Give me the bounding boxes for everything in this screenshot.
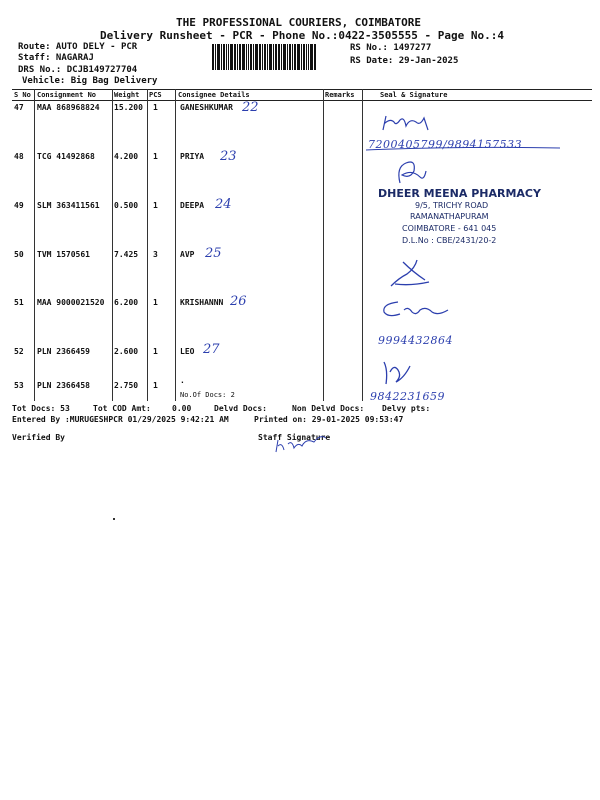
stamp-address-3: COIMBATORE - 641 045 (402, 224, 497, 233)
signature-row48 (392, 157, 432, 187)
row-sno: 50 (14, 250, 24, 259)
row-pcs: 1 (153, 298, 158, 307)
signature-underline (364, 142, 564, 152)
rs-date: RS Date: 29-Jan-2025 (350, 56, 459, 66)
row-consignee: KRISHANNN (180, 298, 224, 307)
non-delivered-docs: Non Delvd Docs: (292, 404, 365, 413)
staff-label: Staff: NAGARAJ (18, 53, 94, 63)
delivery-points: Delvy pts: (382, 404, 431, 413)
rs-number: RS No.: 1497277 (350, 43, 432, 53)
stamp-name: DHEER MEENA PHARMACY (378, 187, 541, 200)
total-cod-value: 0.00 (172, 404, 192, 413)
row-consignment: TVM 1570561 (37, 250, 90, 259)
col-divider (147, 89, 148, 401)
handwritten-number: 26 (230, 294, 247, 309)
row-pcs: 1 (153, 347, 158, 356)
stamp-address-2: RAMANATHAPURAM (410, 212, 489, 221)
row-pcs: 1 (153, 152, 158, 161)
row-weight: 4.200 (114, 152, 139, 161)
row-sno: 47 (14, 103, 24, 112)
total-cod-label: Tot COD Amt: (93, 404, 151, 413)
row-consignment: PLN 2366458 (37, 381, 90, 390)
row-consignee: LEO (180, 347, 195, 356)
entered-by: Entered By :MURUGESHPCR 01/29/2025 9:42:21 AM (12, 415, 229, 424)
col-header-remarks: Remarks (325, 91, 355, 99)
phone-row47: 7200405799/9894157533 (368, 138, 523, 151)
col-header-pcs: PCS (149, 91, 162, 99)
row-sno: 53 (14, 381, 24, 390)
vehicle-label: Vehicle: Big Bag Delivery (22, 76, 158, 86)
runsheet-subtitle: Delivery Runsheet - PCR - Phone No.:0422-3505555 - Page No.:4 (100, 29, 504, 42)
drs-label: DRS No.: DCJB149727704 (18, 65, 138, 75)
stray-dot (113, 518, 115, 520)
total-docs: Tot Docs: 53 (12, 404, 70, 413)
phone-row53: 9842231659 (370, 390, 445, 403)
handwritten-number: 25 (205, 246, 222, 261)
col-header-sno: S No (14, 91, 31, 99)
stamp-address-1: 9/5, TRICHY ROAD (415, 201, 489, 210)
col-divider (323, 89, 324, 401)
row-consignment: MAA 868968824 (37, 103, 100, 112)
col-header-consignee: Consignee Details (178, 91, 250, 99)
signature-row53 (376, 356, 416, 388)
route-label: Route: AUTO DELY - PCR (18, 42, 138, 52)
row-weight: 2.600 (114, 347, 139, 356)
handwritten-number: 23 (220, 149, 237, 164)
row-consignment: MAA 9000021520 (37, 298, 105, 307)
row-sno: 52 (14, 347, 24, 356)
signature-row47 (378, 112, 438, 136)
row-weight: 2.750 (114, 381, 139, 390)
col-header-consignment: Consignment No (37, 91, 97, 99)
row-pcs: 1 (153, 201, 158, 210)
row-sno: 48 (14, 152, 24, 161)
row-pcs: 3 (153, 250, 158, 259)
table-top-rule (12, 89, 592, 90)
verified-by: Verified By (12, 433, 65, 442)
barcode-image (212, 44, 342, 70)
col-header-weight: Weight (114, 91, 140, 99)
row-consignment: PLN 2366459 (37, 347, 90, 356)
col-divider (34, 89, 35, 401)
col-divider (362, 89, 363, 401)
no-of-docs: No.Of Docs: 2 (180, 391, 235, 399)
row-consignment: TCG 41492868 (37, 152, 95, 161)
stamp-dl-number: D.L.No : CBE/2431/20-2 (402, 236, 497, 245)
row-weight: 7.425 (114, 250, 139, 259)
table-header-rule (12, 100, 592, 101)
row-sno: 51 (14, 298, 24, 307)
staff-signature-label: Staff Signature (258, 433, 331, 442)
staff-signature-mark (270, 430, 330, 456)
col-divider (175, 89, 176, 401)
delivered-docs: Delvd Docs: (214, 404, 267, 413)
handwritten-number: 22 (242, 100, 259, 115)
handwritten-number: 27 (203, 342, 220, 357)
row-weight: 15.200 (114, 103, 143, 112)
row-pcs: 1 (153, 103, 158, 112)
row-weight: 0.500 (114, 201, 139, 210)
row-consignee: PRIYA (180, 152, 205, 161)
row-consignee: . (180, 376, 185, 385)
col-divider (112, 89, 113, 401)
handwritten-number: 24 (215, 197, 232, 212)
row-consignee: GANESHKUMAR (180, 103, 233, 112)
row-weight: 6.200 (114, 298, 139, 307)
row-consignment: SLM 363411561 (37, 201, 100, 210)
row-pcs: 1 (153, 381, 158, 390)
signature-row50 (385, 256, 435, 290)
row-sno: 49 (14, 201, 24, 210)
printed-on: Printed on: 29-01-2025 09:53:47 (254, 415, 404, 424)
company-title: THE PROFESSIONAL COURIERS, COIMBATORE (176, 16, 422, 29)
signature-row51 (378, 296, 458, 320)
phone-row51: 9994432864 (378, 334, 453, 347)
row-consignee: AVP (180, 250, 195, 259)
row-consignee: DEEPA (180, 201, 205, 210)
col-header-seal: Seal & Signature (380, 91, 448, 99)
